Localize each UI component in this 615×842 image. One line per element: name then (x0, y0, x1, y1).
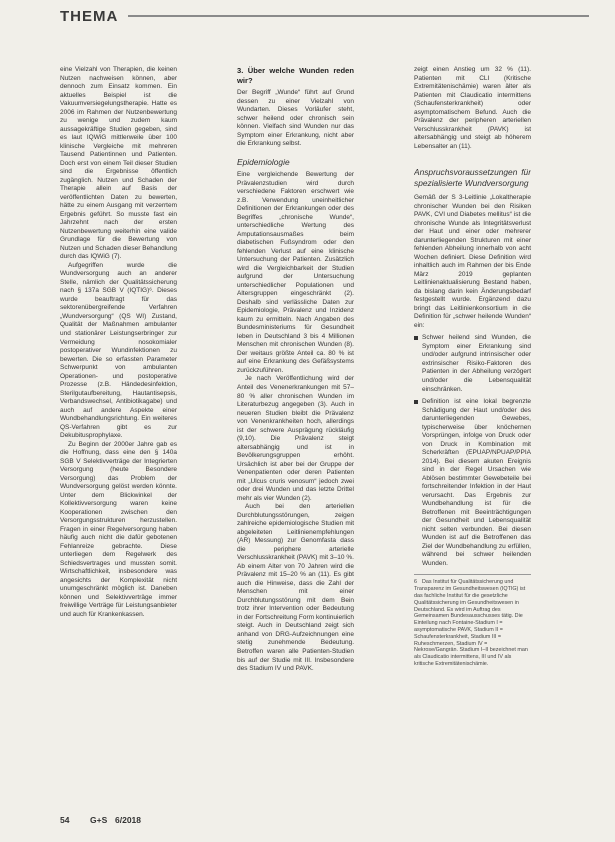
paragraph: Gemäß der S 3-Leitlinie „Lokaltherapie chronischer Wunden bei den Risiken PAVK, CVI und Diabetes mellitus“ ist die chronische Wunde als Integritätsverlust der Haut und einer oder mehrerer darunterliegenden Strukturen mit einer fehlenden Abheilung innerhalb von acht Wochen definiert. Diese Definition wird inhaltlich auch im Rahmen der bis Ende März 2019 geplanten Leitlinienaktualisierung Bestand haben, da bislang darin kein Änderungsbedarf festgestellt wurde. Ergänzend dazu bringt das Leitlinienkonsortium in die Definition für „schwer heilende Wunden“ ein: (414, 194, 531, 329)
section-heading-wounds: 3. Über welche Wunden reden wir? (237, 66, 354, 85)
bullet-item (414, 398, 531, 568)
page-number: 54 (60, 815, 70, 825)
header-rule (128, 15, 589, 17)
bullet-square-icon (414, 400, 418, 404)
subheading-requirements: Anspruchsvoraussetzungen für spezialisierte Wundversorgung (414, 167, 531, 188)
bullet-text: Schwer heilend sind Wunden, die Symptom einer Erkrankung sind und/oder aufgrund intrinsischer oder extrinsischer Risiko-Faktoren des Patienten in der Abheilung verzögert und/oder die Lebensqualität einschränken. (422, 334, 531, 393)
footnote-number: 6 (414, 579, 417, 586)
footnote-text: Das Institut für Qualitätssicherung und Transparenz im Gesundheitswesen (IQTIG) ist das fachliche Institut für die gesetzliche Qualitätssicherung im Gesundheitswesen in Deutschland. Es wird im Auftrag des Gemeinsamen Bundesausschusses tätig. Die Einteilung nach Fontaine-Stadium I = asymptomatische PAVK, Stadium II = Schaufensterkrankheit, Stadium III = Ruheschmerzen, Stadium IV = Nekrose/Gangrän. Stadium I–II bezeichnet man als Claudicatio intermittens, III und IV als kritische Extremitätenischämie. (414, 579, 528, 667)
subheading-epidemiology: Epidemiologie (237, 156, 290, 167)
paragraph: Der Begriff „Wunde“ führt auf Grund dessen zu einer Vielzahl von Wundarten. Dieses Vorläufer steht, schwer heilend oder chronisch sein können. Vielfach sind Wunden nur das Symptom einer Erkrankung, nicht aber die Erkrankung selbst. (237, 89, 354, 148)
paragraph: Eine vergleichende Bewertung der Prävalenzstudien wird durch verschiedene Faktoren erschwert wie z.B. Verwendung uneinheitlicher Definitionen der Erkrankungen oder des Begriffes „chronische Wunde“, unterschiedliche Wertung des Amputationsausmaßes beim diabetischen Fußsyndrom oder den fehlenden Verlust auf eine klinische Untersuchung der Patienten. Zusätzlich wird die Vergleichbarkeit der Studien aufgrund der Untersuchung unterschiedlicher Populationen und Altersgruppen eingeschränkt (2). Deshalb sind verlässliche Daten zur Epidemiologie, Prävalenz und Inzidenz kaum zu ermitteln. Nach Angaben des Bundesministeriums für Gesundheit leben in Deutschland 3 bis 4 Millionen Menschen mit chronischen Wunden (8). Der weitaus größte Anteil ca. 80 % ist auf eine Erkrankung des Gefäßsystems zurückzuführen. (237, 171, 354, 374)
footnote (414, 574, 531, 667)
section-title: THEMA (60, 8, 119, 25)
paragraph: zeigt einen Anstieg um 32 % (11). Patienten mit CLI (Kritische Extremitätenischämie) waren älter als Patienten mit Claudicatio intermittens (Schaufensterkrankheit) oder asymptomatischem Befund. Auch die Prävalenz der peripheren arteriellen Verschlusskrankheit (PAVK) ist altersabhängig und steigt ab höherem Lebensalter an (11). (414, 66, 531, 150)
paragraph: eine Vielzahl von Therapien, die keinen Nutzen nachweisen können, aber dennoch zum Einsatz kommen. Ein aktuelles Beispiel ist die Vakuumversiegelungstherapie. Hatte es 2006 im Rahmen der Nutzenbewertung zu wenige und zudem kaum aussagekräftige Studien gegeben, sind es laut IQWiG mittlerweile über 100 klinische Vergleiche mit mehreren Tausend Patientinnen und Patienten. Doch erst von einem Teil dieser Studien sind die Ergebnisse öffentlich zugänglich. Nutzen und Schaden der Therapie allein auf Basis der veröffentlichten Daten zu bewerten, hätte zu einem Ausgang mit verzerrtem Ergebnis geführt. So musste fast ein Jahrzehnt nach der ersten Nutzenbewertung weiterhin eine valide Grundlage für die Bewertung von Nutzen und Schaden dieser Behandlung durch das IQWiG (7). (60, 66, 177, 261)
paragraph: Zu Beginn der 2000er Jahre gab es die Hoffnung, dass eine den § 140a SGB V Selektivverträge der Integrierten Versorgung (heute Besondere Versorgung) das Problem der Wundversorgung gelöst werden könnte. Unter dem Blickwinkel der Kollektivversorgung waren keine Kooperationen zwischen den Versorgungsstrukturen herzustellen. Fragen in einer Regelversorgung haben häufig auch nicht die dafür gebotenen Fehlanreize gebrachte. Diese unterliegen dem Regelwerk des Schiedsvertrages und mussten somit. Wirtschaftlichkeit, insbesondere was angesichts der Komplexität nicht unumgeschränkt möglich ist. Daneben können und Selektivverträge immer freiwillige Verträge für Leistungsanbieter und auch für Krankenkassen. (60, 440, 177, 618)
magazine-name: G+S (90, 815, 108, 825)
bullet-item (414, 334, 531, 394)
text-column-2 (237, 66, 354, 800)
paragraph: Auch bei den arteriellen Durchblutungsstörungen, zeigen zahlreiche epidemiologische Studien mit abgeleiteten Leitlinienempfehlungen (AR) Messung) zur Genomfasta dass die periphere arterielle Verschlusskrankheit (PAVK) mit 3–10 %. Ab einem Alter von 70 Jahren wird die Prävalenz mit 15–20 % an (11). Es gibt auch die Hinweise, dass die Zahl der Menschen mit einer Durchblutungsstörung mit dem Bein trotz ihrer Intervention oder Bedeutung in der Fortschreitung Form kontinuierlich steigt. Auch in Deutschland zeigt sich anhand von DRG-Aufzeichnungen eine stetig zunehmende Bedeutung. Betroffen waren alle Patienten-Studien bis auf der Studie mit III. Insbesondere des Stadium IV und PAVK. (237, 503, 354, 673)
bullet-text: Definition ist eine lokal begrenzte Schädigung der Haut und/oder des darunterliegenden Gewebes, typischerweise über knöchernen Vorsprüngen, infolge von Druck oder von Druck in Kombination mit Scherkräften (EPUAP/NPUAP/PPIA 2014). Bei diesem akuten Ereignis sind in der Regel Ursachen wie Ablösen bestimmter Gewebeteile bei fortschreitender Infektion in der Haut verursacht. Das Ergebnis zur Wundbehandlung ist für die Betroffenen mit Beeinträchtigungen der Gesundheit und Lebensqualität nicht selten verbunden. Bei diesen Wunden ist auf die Betroffenen das Ziel der Wundbehandlung zu erfüllen, während bei schwer heilenden Wunden. (422, 398, 531, 567)
bullet-square-icon (414, 336, 418, 340)
paragraph: Aufgegriffen wurde die Wundversorgung auch an anderer Stelle, nämlich der Qualitätssicherung nach § 137a SGB V (IQTIG)⁶. Dieses wurde beauftragt für das sektorenübergreifende Verfahren „Wundversorgung“ (QS WI) Zustand, Qualität der Maßnahmen ambulanter und stationärer Leistungserbringer zur Vermeidung nosokomialer postoperativer Wundinfektionen zu bewerten. Die so erfassten Parameter Schwerpunkt von ambulanten Operationen- und postoperative Prozesse (z.B. Händedesinfektion, Sterilgutaufbereitung, Hautantisepsis, Verbandswechsel, Antibiotikagabe) und auch auf andere Aspekte einer Wundbehandlungsrichtung. Ein weiteres QS-Verfahren gibt es zur Dekubitusprophylaxe. (60, 261, 177, 440)
issue-number: 6/2018 (115, 815, 141, 825)
text-column-1 (60, 66, 177, 820)
paragraph: Je nach Veröffentlichung wird der Anteil des Venenerkrankungen mit 57–80 % aller chronischen Wunden im Literaturbezug angegeben (3). Auch in neueren Studien bleibt die Prävalenz von Venenkrankheiten hoch, allerdings ist der schwere Ausprägung rückläufig (9,10). Die Prävalenz steigt altersabhängig und ist in Bevölkerungsgruppen erhöht. Ursächlich ist aber bei der Gruppe der Venenpatienten oder deren Patienten mit „Ulcus cruris venosum“ jedoch zwei oder drei Wunden und das letzte Drittel mehr als vier Wunden (2). (237, 375, 354, 502)
text-column-3 (414, 66, 531, 820)
